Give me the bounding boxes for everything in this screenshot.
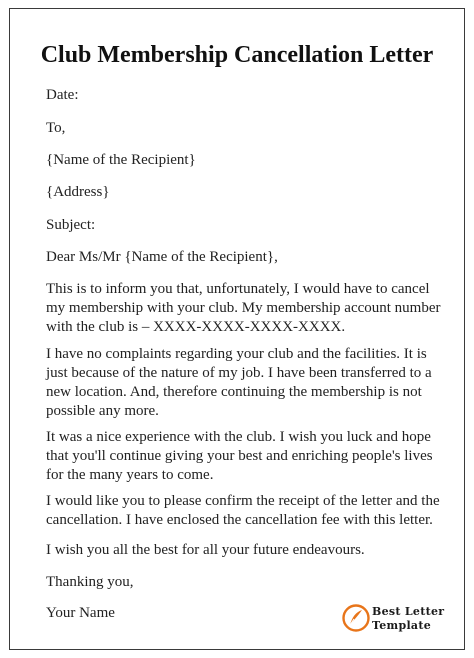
recipient-name: {Name of the Recipient} xyxy=(46,152,196,168)
subject-line: Subject: xyxy=(46,217,96,233)
closing-line: Thanking you, xyxy=(46,574,134,590)
signature-name: Your Name xyxy=(46,605,115,621)
recipient-address: {Address} xyxy=(46,184,110,200)
paragraph-experience: It was a nice experience with the club. I wish you luck and hope that you'll continue giving your best and enriching people's lives for the many years to come. xyxy=(46,429,433,483)
quill-pen-icon xyxy=(342,604,370,632)
logo-text-line-2: Template xyxy=(372,619,432,632)
logo-text-line-1: Best Letter xyxy=(372,605,445,618)
paragraph-best-wishes: I wish you all the best for all your future endeavours. xyxy=(46,542,365,558)
paragraph-cancellation-notice: This is to inform you that, unfortunately, I would have to cancel my membership with your club. My membership account number with the club is – XXXX-XXXX-XXXX-XXXX. xyxy=(46,281,441,335)
paragraph-confirmation-request: I would like you to please confirm the receipt of the letter and the cancellation. I have enclosed the cancellation fee with this letter. xyxy=(46,493,440,528)
date-line: Date: xyxy=(46,87,79,103)
to-line: To, xyxy=(46,120,66,136)
letter-title: Club Membership Cancellation Letter xyxy=(40,42,434,68)
paragraph-reason: I have no complaints regarding your club and the facilities. It is just because of the nature of my job. I have been transferred to a new location. And, therefore continuing the membership is not possible any more. xyxy=(46,346,432,419)
best-letter-template-logo xyxy=(342,602,458,636)
salutation: Dear Ms/Mr {Name of the Recipient}, xyxy=(46,249,278,265)
